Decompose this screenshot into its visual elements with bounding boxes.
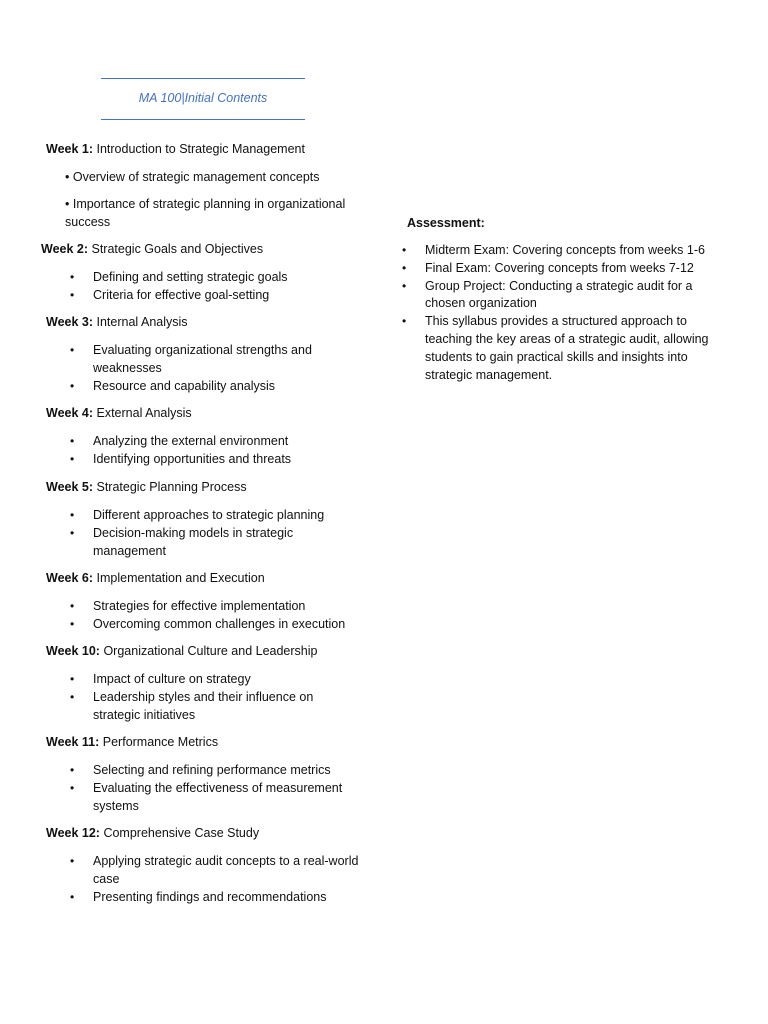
week-topic-item [0, 852, 363, 888]
week-topic-item [0, 377, 363, 395]
bullet-dot-icon: • [402, 278, 407, 293]
week-label: Week 3: [46, 315, 94, 329]
week-topic-list [0, 597, 363, 633]
week-title: Introduction to Strategic Management [96, 142, 305, 156]
week-topic-item [0, 450, 363, 468]
bullet-dot-icon: • [70, 379, 75, 393]
bullet-dot-icon: • [70, 854, 75, 868]
week-label: Week 2: [41, 242, 89, 256]
week-section [0, 240, 380, 302]
bullet-dot-icon: • [70, 672, 75, 686]
assessment-item-text: This syllabus provides a structured approach to teaching the key areas of a strategic audit, allowing students to gain practical skills and insights into strategic management. [425, 314, 709, 382]
week-topic-text: Identifying opportunities and threats [93, 452, 292, 466]
week-topic-text: Strategies for effective implementation [93, 599, 306, 613]
week-topic-item [0, 761, 363, 779]
week-topic-list [0, 670, 363, 724]
week-topic-text: • Overview of strategic management concepts [65, 170, 320, 184]
assessment-item [400, 260, 730, 278]
week-title: Performance Metrics [102, 735, 219, 749]
assessment-item [400, 313, 730, 384]
week-heading [46, 569, 426, 587]
week-topic-list [0, 432, 363, 468]
document-title-block [101, 78, 305, 120]
week-section [0, 313, 380, 393]
week-title: Organizational Culture and Leadership [103, 644, 318, 658]
week-heading [46, 313, 426, 331]
week-topic-text: Leadership styles and their influence on strategic initiatives [93, 690, 314, 722]
week-section [0, 569, 380, 631]
week-topic-item [0, 615, 363, 633]
bullet-dot-icon: • [402, 260, 407, 275]
week-section [0, 478, 380, 558]
assessment-item-text: Final Exam: Covering concepts from weeks 7-12 [425, 260, 694, 275]
week-label: Week 5: [46, 480, 94, 494]
bullet-dot-icon: • [70, 434, 75, 448]
assessment-section [400, 214, 730, 384]
week-topic-item [0, 688, 363, 724]
week-topic-list [0, 852, 363, 906]
week-topic-text: Impact of culture on strategy [93, 672, 251, 686]
bullet-dot-icon: • [70, 781, 75, 795]
week-topic-text: Analyzing the external environment [93, 434, 289, 448]
week-topic-list [0, 761, 363, 815]
bullet-dot-icon: • [70, 452, 75, 466]
bullet-dot-icon: • [70, 763, 75, 777]
bullet-dot-icon: • [70, 890, 75, 904]
week-topic-list [0, 341, 363, 395]
bullet-dot-icon: • [70, 270, 75, 284]
week-section [0, 140, 380, 229]
week-topic-text: Selecting and refining performance metrics [93, 763, 331, 777]
bullet-dot-icon: • [402, 243, 407, 257]
week-label: Week 11: [46, 735, 100, 749]
week-topic-item [0, 888, 363, 906]
bullet-dot-icon: • [70, 288, 75, 302]
week-topic-text: Decision-making models in strategic management [93, 526, 294, 558]
week-section [0, 733, 380, 813]
week-heading [46, 642, 426, 660]
week-heading [46, 140, 426, 158]
week-label: Week 1: [46, 142, 94, 156]
week-label: Week 12: [46, 826, 100, 840]
week-topic-item [0, 779, 363, 815]
assessment-heading: Assessment: [407, 216, 485, 230]
week-label: Week 6: [46, 571, 94, 585]
week-topic-list [0, 506, 363, 560]
week-topic-item [0, 432, 363, 450]
assessment-list [400, 242, 730, 384]
week-title: Internal Analysis [96, 315, 188, 329]
week-title: External Analysis [96, 406, 192, 420]
week-label: Week 10: [46, 644, 100, 658]
week-topic-text: Evaluating the effectiveness of measurement systems [93, 781, 343, 813]
week-section [0, 642, 380, 722]
week-topic-list [0, 168, 365, 231]
bullet-dot-icon: • [70, 617, 75, 631]
week-section [0, 824, 380, 904]
week-heading [46, 478, 426, 496]
week-topic-item [0, 168, 365, 186]
bullet-dot-icon: • [70, 343, 75, 357]
week-title: Strategic Goals and Objectives [91, 242, 264, 256]
assessment-item-text: Midterm Exam: Covering concepts from weeks 1-6 [425, 243, 705, 257]
bullet-dot-icon: • [70, 599, 75, 613]
document-title: MA 100|Initial Contents [138, 91, 268, 105]
week-topic-text: Overcoming common challenges in execution [93, 617, 346, 631]
bullet-dot-icon: • [70, 508, 75, 522]
week-topic-item [0, 670, 363, 688]
week-topic-text: Defining and setting strategic goals [93, 270, 288, 284]
week-topic-item [0, 341, 363, 377]
week-heading [46, 733, 426, 751]
week-topic-item [0, 268, 363, 286]
week-topic-item [0, 286, 363, 304]
week-title: Comprehensive Case Study [103, 826, 260, 840]
week-topic-text: • Importance of strategic planning in organizational success [65, 197, 346, 229]
assessment-item [400, 278, 730, 314]
bullet-dot-icon: • [70, 690, 75, 704]
bullet-dot-icon: • [402, 314, 407, 329]
week-topic-text: Applying strategic audit concepts to a real-world case [93, 854, 359, 886]
week-topic-item [0, 524, 363, 560]
bullet-dot-icon: • [70, 526, 75, 540]
week-topic-item [0, 195, 365, 231]
week-title: Implementation and Execution [96, 571, 265, 585]
week-section [0, 404, 380, 466]
week-heading [41, 240, 421, 258]
week-topic-text: Evaluating organizational strengths and weaknesses [93, 343, 312, 375]
week-topic-text: Presenting findings and recommendations [93, 890, 327, 904]
week-topic-item [0, 597, 363, 615]
week-topic-text: Different approaches to strategic planning [93, 508, 325, 522]
week-title: Strategic Planning Process [96, 480, 247, 494]
week-heading [46, 404, 426, 422]
week-topic-list [0, 268, 363, 304]
week-heading [46, 824, 426, 842]
week-topic-text: Resource and capability analysis [93, 379, 276, 393]
week-topic-item [0, 506, 363, 524]
week-label: Week 4: [46, 406, 94, 420]
assessment-item-text: Group Project: Conducting a strategic audit for a chosen organization [425, 278, 693, 311]
assessment-item [400, 242, 730, 260]
week-topic-text: Criteria for effective goal-setting [93, 288, 270, 302]
